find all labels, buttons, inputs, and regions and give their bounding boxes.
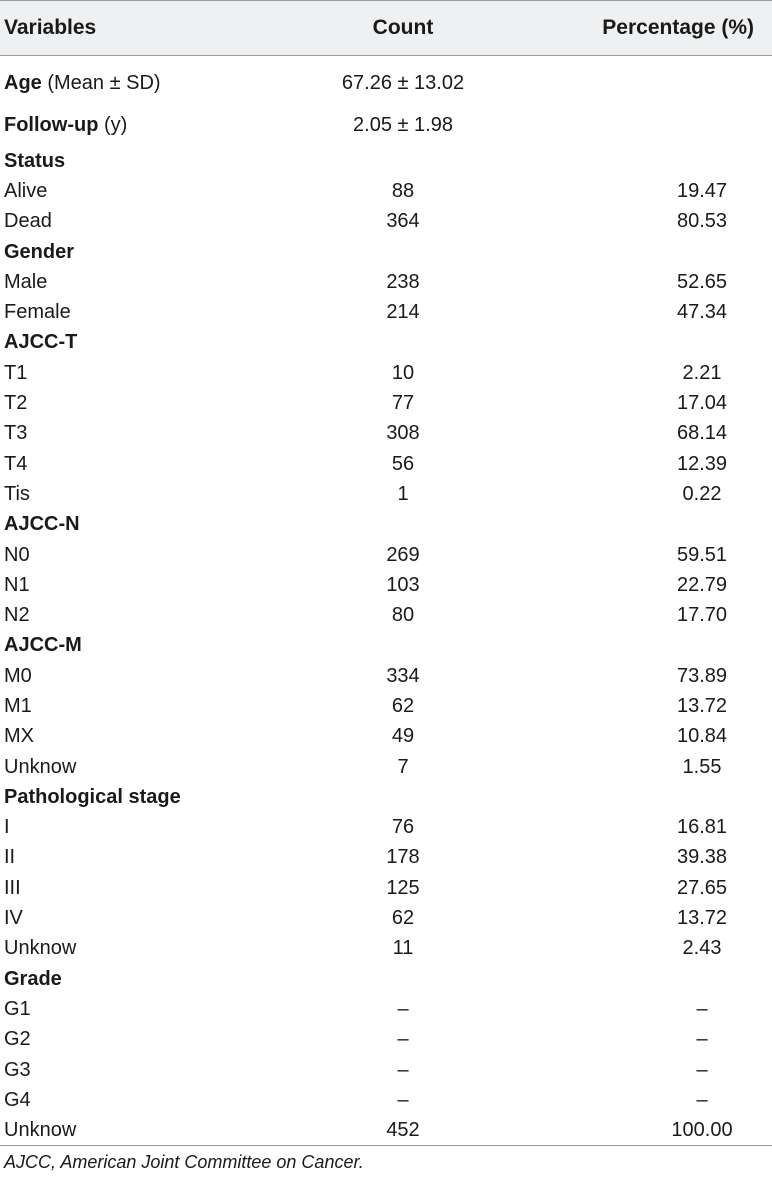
row-count: 11 [392, 937, 414, 960]
table-row [0, 449, 772, 479]
section-header [0, 631, 772, 661]
row-percentage: – [696, 1058, 708, 1081]
row-percentage-cell [506, 544, 768, 567]
row-count: 214 [386, 301, 420, 324]
row-percentage-cell [506, 665, 768, 688]
row-label: IV [4, 907, 23, 930]
row-percentage: 52.65 [676, 270, 728, 293]
table-row [0, 207, 772, 237]
row-count: – [397, 1028, 409, 1051]
row-label: T1 [4, 361, 28, 384]
row-count: 103 [386, 573, 420, 596]
row-label: N1 [4, 573, 30, 596]
table-row [0, 691, 772, 721]
table-row [0, 540, 772, 570]
row-count: 178 [386, 846, 420, 869]
row-count: – [397, 997, 409, 1020]
table-row [0, 934, 772, 964]
row-percentage-cell [506, 271, 768, 294]
row-percentage-cell [506, 392, 768, 415]
section-title: AJCC-T [4, 331, 78, 354]
row-percentage: 39.38 [676, 846, 728, 869]
table-row [0, 1116, 772, 1146]
row-label: T4 [4, 452, 28, 475]
row-label: II [4, 846, 16, 869]
table-row [0, 297, 772, 327]
followup-label-bold: Follow-up [4, 113, 99, 136]
row-percentage-cell [506, 362, 768, 385]
row-label: G2 [4, 1028, 31, 1051]
row-count: 125 [386, 876, 420, 899]
section-header [0, 237, 772, 267]
row-label: T2 [4, 392, 28, 415]
row-label: Female [4, 301, 71, 324]
row-percentage-cell [506, 1119, 768, 1142]
row-percentage: – [696, 997, 708, 1020]
row-percentage-cell [506, 180, 768, 203]
section-header [0, 782, 772, 812]
table-row [0, 843, 772, 873]
row-label: M0 [4, 664, 32, 687]
row-percentage: 16.81 [676, 816, 728, 839]
section-header [0, 964, 772, 994]
followup-row [0, 106, 772, 144]
table-row [0, 570, 772, 600]
followup-label-unit: (y) [98, 113, 128, 136]
row-percentage-cell [506, 301, 768, 324]
row-percentage-cell [506, 453, 768, 476]
row-label: Unknow [4, 937, 77, 960]
row-percentage: 80.53 [676, 210, 728, 233]
row-percentage-cell [506, 756, 768, 779]
table-row [0, 873, 772, 903]
row-count: 308 [386, 422, 420, 445]
row-percentage: – [696, 1088, 708, 1111]
followup-count: 2.05 ± 1.98 [353, 113, 453, 136]
header-variables: Variables [4, 16, 97, 39]
row-percentage-cell [506, 1089, 768, 1112]
table-row [0, 903, 772, 933]
row-label: Unknow [4, 755, 77, 778]
row-percentage-cell [506, 574, 768, 597]
row-percentage: 19.47 [676, 179, 728, 202]
row-percentage: 17.70 [676, 604, 728, 627]
section-header [0, 146, 772, 176]
table-row [0, 722, 772, 752]
row-percentage-cell [506, 695, 768, 718]
row-percentage: 0.22 [682, 482, 722, 505]
row-percentage-cell [506, 604, 768, 627]
row-count: – [397, 1058, 409, 1081]
row-label: MX [4, 725, 34, 748]
section-title: Grade [4, 967, 62, 990]
row-label: I [4, 816, 10, 839]
row-label: G1 [4, 997, 31, 1020]
row-count: 62 [391, 907, 415, 930]
section-title: AJCC-M [4, 634, 82, 657]
table-row [0, 661, 772, 691]
table-body [0, 146, 772, 1146]
row-count: 76 [391, 816, 415, 839]
table-row [0, 176, 772, 206]
row-percentage: 47.34 [676, 301, 728, 324]
row-percentage: 1.55 [682, 755, 722, 778]
row-percentage: 73.89 [676, 664, 728, 687]
row-percentage-cell [506, 816, 768, 839]
row-percentage: 22.79 [676, 573, 728, 596]
row-percentage: 17.04 [676, 392, 728, 415]
table-row [0, 388, 772, 418]
age-count: 67.26 ± 13.02 [341, 71, 465, 94]
table-row [0, 752, 772, 782]
footnote-divider [0, 1145, 772, 1146]
row-count: – [397, 1088, 409, 1111]
row-label: N2 [4, 604, 30, 627]
row-label: III [4, 876, 21, 899]
table-row [0, 600, 772, 630]
row-percentage-cell [506, 907, 768, 930]
row-count: 62 [391, 694, 415, 717]
row-percentage: 12.39 [676, 452, 728, 475]
row-percentage: 27.65 [676, 876, 728, 899]
table-row [0, 267, 772, 297]
row-percentage: 13.72 [676, 694, 728, 717]
row-label: G3 [4, 1058, 31, 1081]
row-count: 7 [397, 755, 409, 778]
row-percentage: 13.72 [676, 907, 728, 930]
row-label: Dead [4, 210, 52, 233]
table-row [0, 358, 772, 388]
row-count: 88 [391, 179, 415, 202]
row-percentage-cell [506, 998, 768, 1021]
section-title: Status [4, 149, 66, 172]
row-count: 364 [386, 210, 420, 233]
followup-label [0, 114, 300, 137]
row-count: 269 [386, 543, 420, 566]
row-percentage: 100.00 [671, 1119, 733, 1142]
header-count: Count [372, 16, 434, 39]
row-percentage-cell [506, 422, 768, 445]
table-row [0, 1055, 772, 1085]
row-count: 334 [386, 664, 420, 687]
row-percentage-cell [506, 846, 768, 869]
section-header [0, 328, 772, 358]
row-percentage-cell [506, 877, 768, 900]
row-count: 80 [391, 604, 415, 627]
section-title: Gender [4, 240, 75, 263]
row-label: Alive [4, 179, 48, 202]
row-percentage-cell [506, 937, 768, 960]
row-count: 1 [397, 482, 409, 505]
table-row [0, 994, 772, 1024]
section-title: AJCC-N [4, 513, 80, 536]
row-label: T3 [4, 422, 28, 445]
row-label: M1 [4, 694, 32, 717]
row-percentage: 10.84 [676, 725, 728, 748]
table-header-row [0, 0, 772, 56]
header-percentage: Percentage (%) [602, 16, 754, 39]
row-percentage-cell [506, 725, 768, 748]
row-count: 10 [391, 361, 415, 384]
age-label [0, 72, 300, 95]
age-row [0, 60, 772, 106]
row-percentage-cell [506, 210, 768, 233]
row-percentage-cell [506, 1059, 768, 1082]
age-label-bold: Age [4, 71, 42, 94]
row-label: Male [4, 270, 48, 293]
row-count: 77 [391, 392, 415, 415]
table-row [0, 419, 772, 449]
row-count: 56 [391, 452, 415, 475]
row-percentage-cell [506, 483, 768, 506]
row-label: Tis [4, 482, 30, 505]
table-row [0, 1085, 772, 1115]
row-count: 238 [386, 270, 420, 293]
section-header [0, 510, 772, 540]
row-percentage-cell [506, 1028, 768, 1051]
row-percentage: 59.51 [676, 543, 728, 566]
row-label: Unknow [4, 1119, 77, 1142]
age-label-unit: (Mean ± SD) [41, 71, 161, 94]
row-percentage: 68.14 [676, 422, 728, 445]
footnote: AJCC, American Joint Committee on Cancer. [4, 1152, 364, 1172]
row-percentage: 2.21 [682, 361, 722, 384]
row-percentage: 2.43 [682, 937, 722, 960]
section-title: Pathological stage [4, 785, 181, 808]
row-label: G4 [4, 1088, 31, 1111]
table-row [0, 813, 772, 843]
table-row [0, 1025, 772, 1055]
row-label: N0 [4, 543, 30, 566]
row-count: 452 [386, 1119, 420, 1142]
table-row [0, 479, 772, 509]
row-count: 49 [391, 725, 415, 748]
row-percentage: – [696, 1028, 708, 1051]
